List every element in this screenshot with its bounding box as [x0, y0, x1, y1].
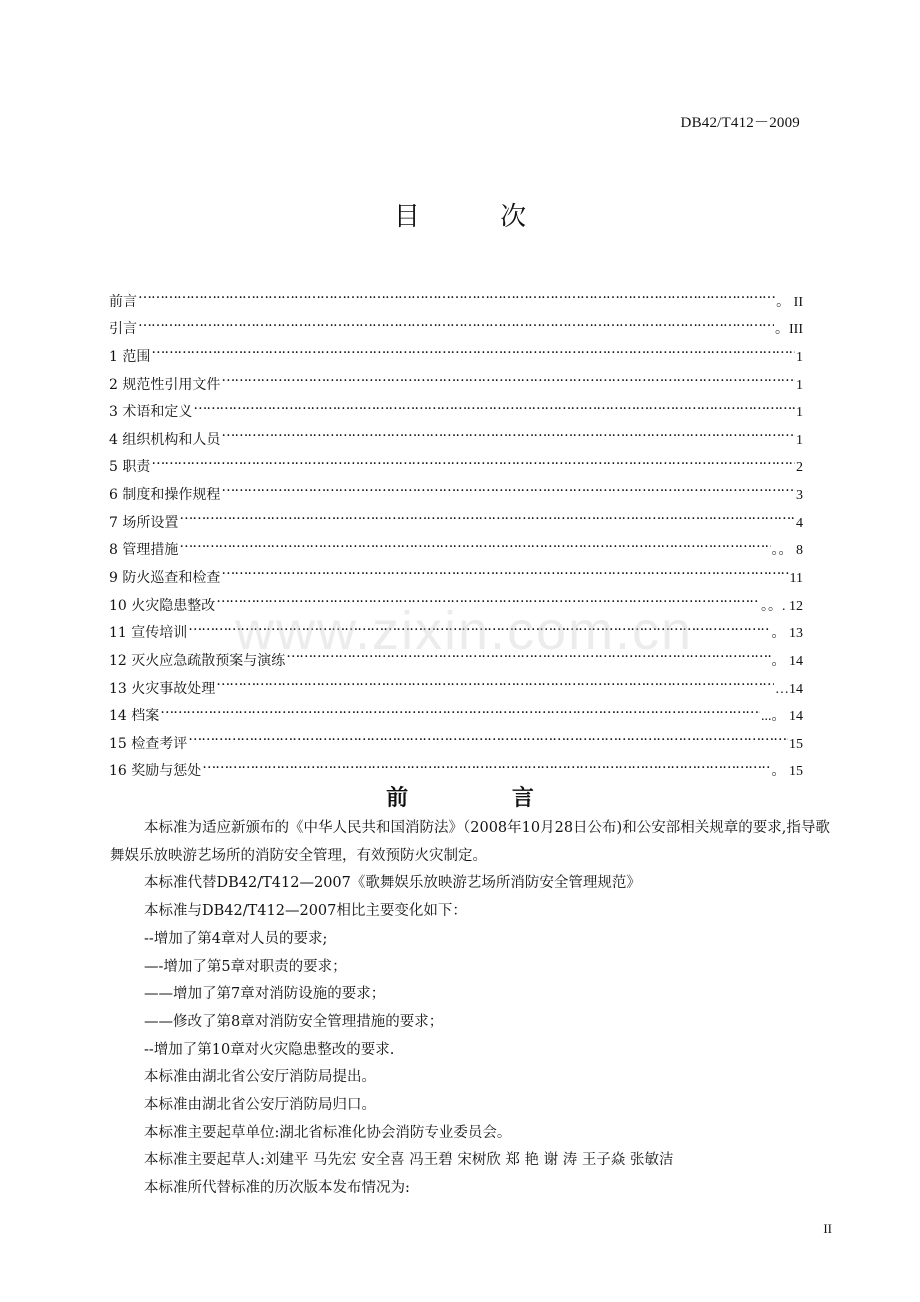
toc-leader-dots	[160, 701, 760, 721]
toc-leader-dots	[221, 369, 795, 389]
toc-entry-page: 1	[796, 432, 803, 448]
toc-entry-page: …14	[775, 681, 803, 697]
toc-leader-dots	[286, 645, 770, 665]
toc-leader-dots	[221, 424, 795, 444]
toc-entry-label: 4 组织机构和人员	[109, 431, 221, 448]
toc-entry-page: 1	[796, 349, 803, 365]
toc-entry[interactable]	[109, 452, 803, 480]
page-number: II	[823, 1221, 832, 1236]
toc-entry-page: 2	[796, 460, 803, 476]
toc-entry-page: 11	[789, 571, 803, 586]
toc-entry[interactable]	[109, 507, 803, 535]
preface-paragraph: ——增加了第7章对消防设施的要求；	[144, 986, 386, 1003]
toc-leader-dots	[179, 535, 770, 555]
preface-paragraph: 本标准由湖北省公安厅消防局提出。	[144, 1069, 376, 1086]
toc-entry[interactable]	[109, 314, 803, 342]
toc-entry-page: 。 II	[776, 294, 803, 310]
toc-entry-page: 。。 8	[771, 543, 803, 559]
table-of-contents	[109, 286, 803, 784]
toc-entry-page: 。。. 12	[761, 598, 803, 614]
toc-entry[interactable]	[109, 590, 803, 618]
preface-paragraph: 本标准所代替标准的历次版本发布情况为:	[144, 1180, 410, 1197]
toc-leader-dots	[188, 618, 770, 638]
toc-entry[interactable]	[109, 562, 803, 590]
toc-entry-label: 14 档案	[109, 708, 160, 725]
toc-leader-dots	[179, 507, 795, 527]
toc-entry-page: 。 14	[771, 653, 803, 669]
toc-entry-label: 9 防火巡查和检查	[109, 570, 221, 586]
toc-entry-label: 3 术语和定义	[109, 404, 193, 421]
toc-entry-label: 11 宣传培训	[109, 625, 188, 642]
toc-entry-page: ...。 14	[761, 709, 803, 725]
preface-paragraph: --增加了第10章对火灾隐患整改的要求.	[144, 1041, 395, 1058]
document-code: DB42/T412－2009	[680, 115, 800, 131]
toc-entry[interactable]	[109, 397, 803, 425]
toc-entry-label: 前言	[109, 293, 137, 310]
toc-entry-label: 16 奖励与惩处	[109, 763, 202, 780]
preface-paragraph: 本标准由湖北省公安厅消防局归口。	[144, 1097, 376, 1114]
toc-entry[interactable]	[109, 701, 803, 729]
toc-entry-page: 4	[796, 515, 803, 531]
toc-entry-page: 。 13	[771, 626, 803, 642]
preface-paragraph: ——修改了第8章对消防安全管理措施的要求；	[144, 1013, 444, 1030]
toc-leader-dots	[216, 590, 760, 610]
preface-paragraph: --增加了第4章对人员的要求;	[144, 930, 328, 947]
toc-entry-page: 15	[789, 736, 803, 752]
preface-paragraph: 本标准为适应新颁布的《中华人民共和国消防法》（2008年10月28日公布)和公安部相关规章的要求,指导歌舞娱乐放映游艺场所的消防安全管理，有效预防火灾制定。	[110, 820, 830, 864]
toc-leader-dots	[138, 286, 775, 306]
preface-paragraph: —-增加了第5章对职责的要求；	[144, 958, 347, 975]
preface-paragraph: 本标准与DB42/T412—2007相比主要变化如下：	[144, 903, 467, 920]
toc-entry-page: 1	[796, 377, 803, 393]
toc-entry-page: 3	[796, 488, 803, 504]
toc-entry-label: 8 管理措施	[109, 542, 179, 559]
toc-entry[interactable]	[109, 756, 803, 784]
toc-entry[interactable]	[109, 341, 803, 369]
toc-entry-label: 5 职责	[109, 459, 151, 476]
toc-entry[interactable]	[109, 645, 803, 673]
toc-entry-label: 12 灭火应急疏散预案与演练	[109, 652, 286, 669]
toc-entry[interactable]	[109, 535, 803, 563]
toc-entry-label: 15 检查考评	[109, 735, 188, 752]
toc-leader-dots	[188, 728, 788, 748]
toc-entry[interactable]	[109, 618, 803, 646]
toc-leader-dots	[151, 341, 795, 361]
toc-leader-dots	[151, 452, 795, 472]
toc-leader-dots	[138, 314, 774, 334]
toc-leader-dots	[221, 479, 795, 499]
toc-entry-label: 2 规范性引用文件	[109, 376, 221, 393]
toc-entry-label: 13 火灾事故处理	[109, 680, 216, 697]
preface-paragraph: 本标准代替DB42/T412—2007《歌舞娱乐放映游艺场所消防安全管理规范》	[144, 875, 641, 892]
toc-entry-label: 6 制度和操作规程	[109, 487, 221, 504]
preface-paragraph: 本标准主要起草单位:湖北省标准化协会消防专业委员会。	[144, 1124, 512, 1141]
toc-entry-page: 1	[796, 405, 803, 421]
watermark: www.zixin.com.cn	[235, 601, 694, 661]
toc-entry-page: 。III	[775, 322, 803, 338]
toc-entry-label: 7 场所设置	[109, 514, 179, 531]
toc-title: 目 次	[393, 202, 563, 232]
toc-entry[interactable]	[109, 286, 803, 314]
toc-leader-dots	[193, 397, 795, 417]
toc-leader-dots	[221, 562, 788, 582]
toc-entry-label: 引言	[109, 321, 137, 338]
toc-entry-page: 。 15	[771, 764, 803, 780]
preface-title: 前 言	[386, 786, 582, 811]
toc-entry[interactable]	[109, 369, 803, 397]
toc-entry-label: 1 范围	[109, 348, 151, 365]
toc-leader-dots	[216, 673, 774, 693]
toc-entry[interactable]	[109, 673, 803, 701]
toc-entry[interactable]	[109, 728, 803, 756]
toc-entry-label: 10 火灾隐患整改	[109, 597, 216, 614]
preface-body	[110, 815, 835, 1203]
toc-entry[interactable]	[109, 479, 803, 507]
toc-entry[interactable]	[109, 424, 803, 452]
preface-paragraph: 本标准主要起草人:刘建平 马先宏 安全喜 冯王碧 宋树欣 郑 艳 谢 涛 王子焱 张敏洁	[144, 1152, 674, 1169]
toc-leader-dots	[202, 756, 770, 776]
